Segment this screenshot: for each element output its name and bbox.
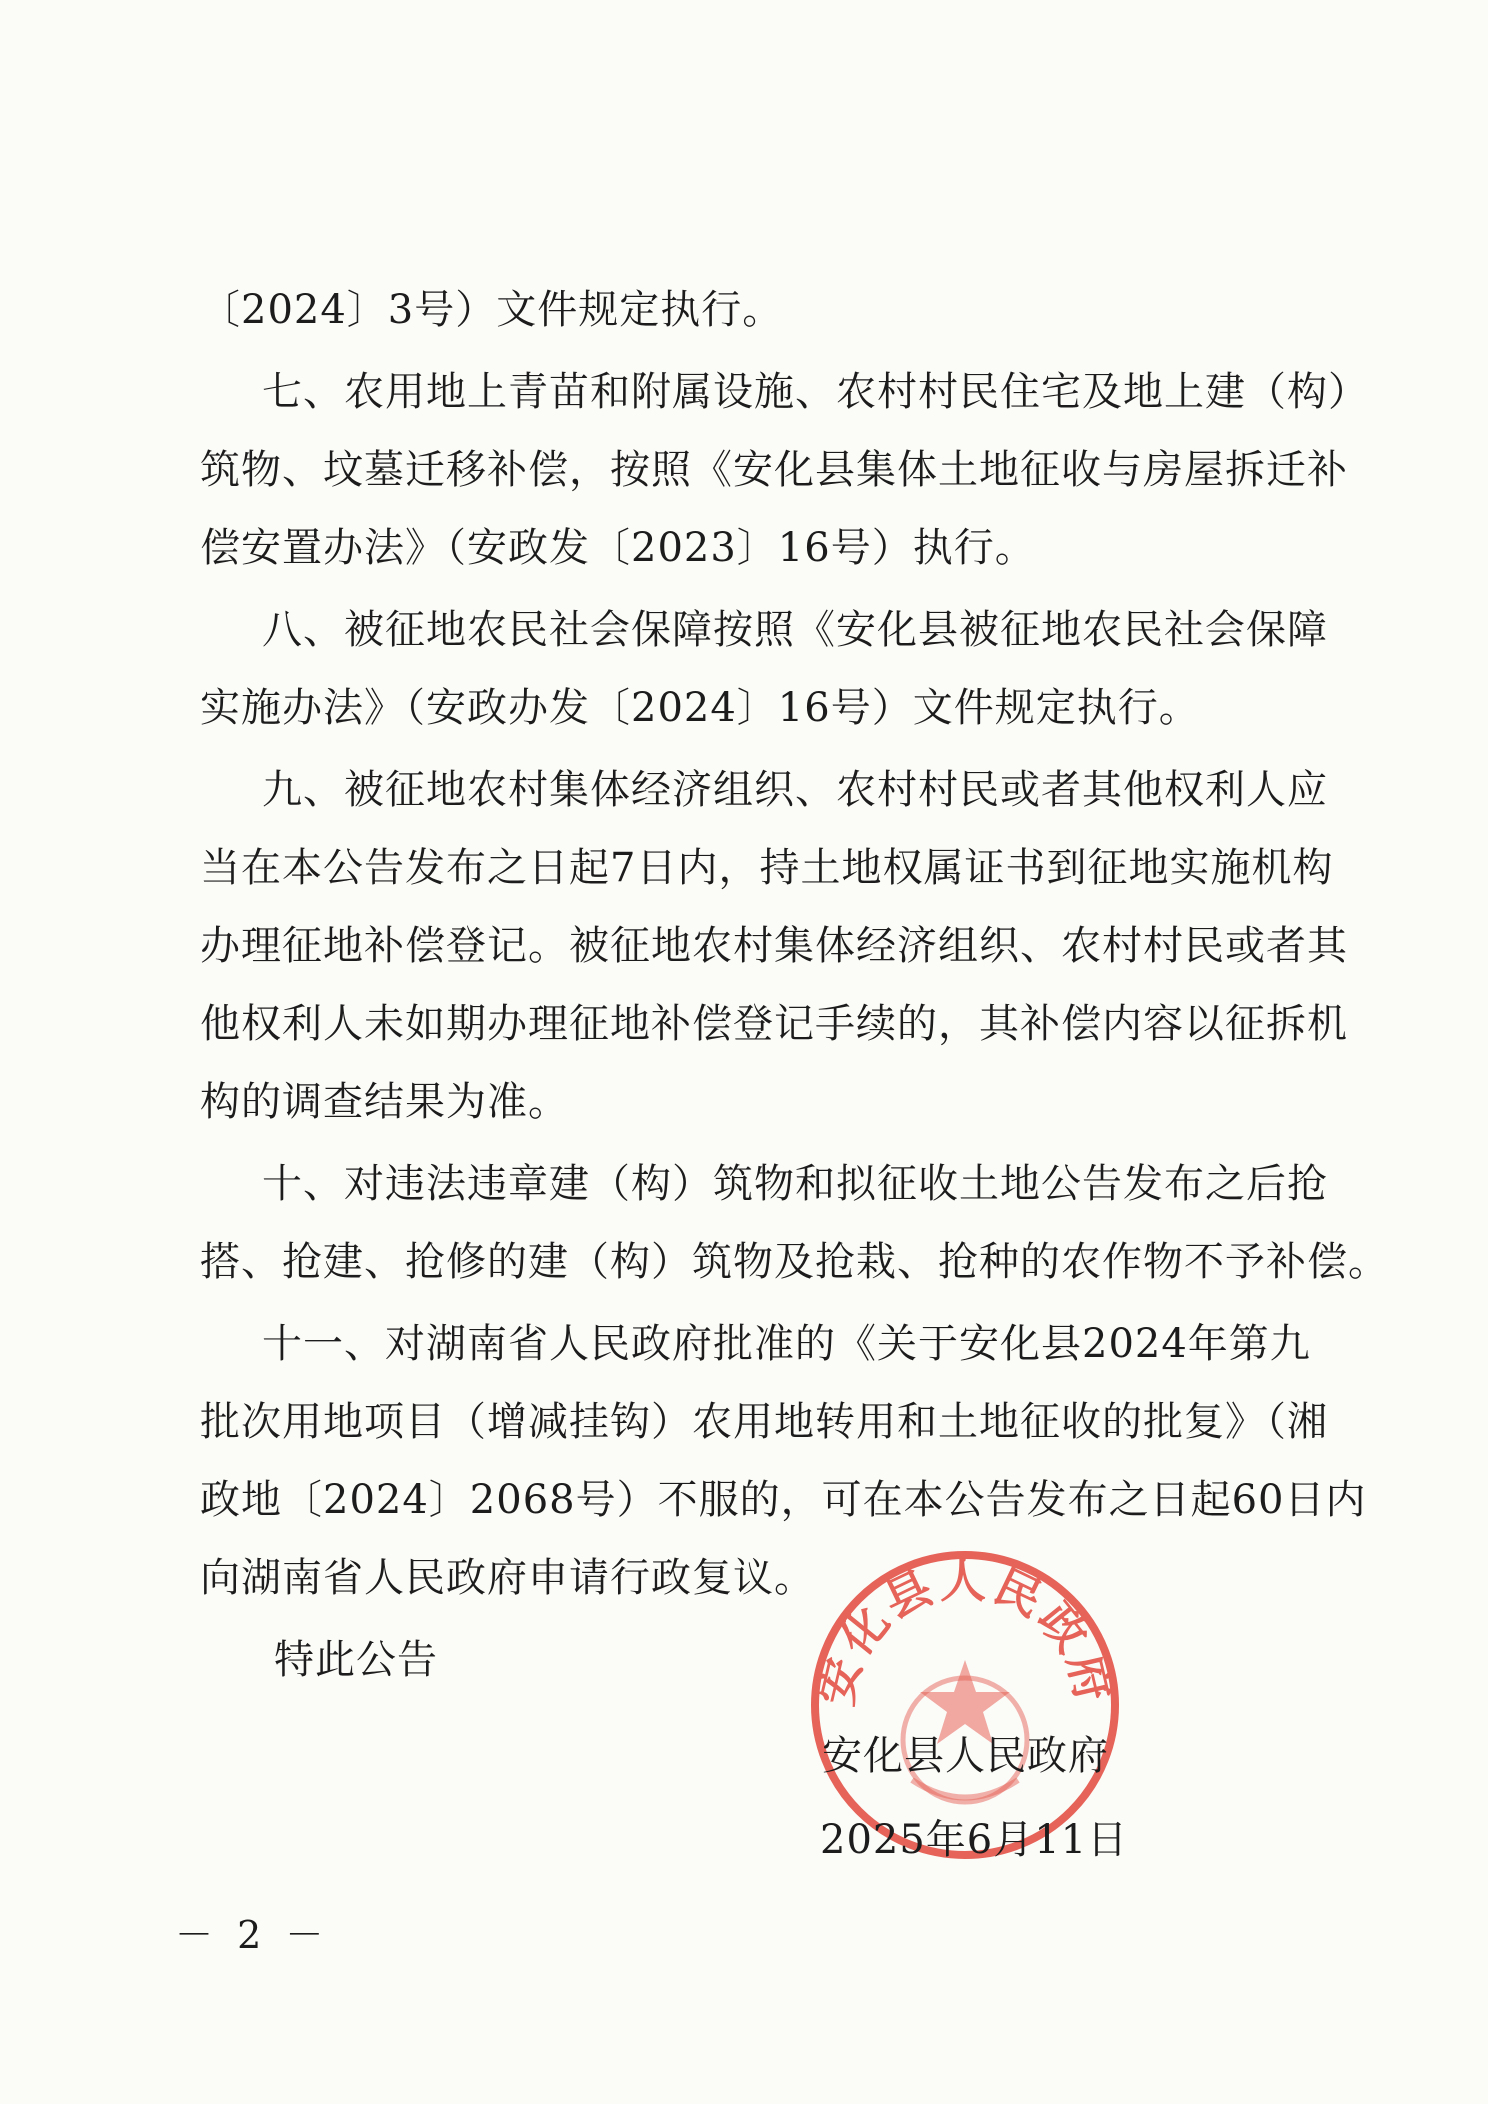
body-line-11: 构的调查结果为准。	[200, 1079, 569, 1125]
body-line-10: 他权利人未如期办理征地补偿登记手续的，其补偿内容以征拆机	[200, 1001, 1348, 1047]
closing-text: 特此公告	[274, 1637, 438, 1683]
body-line-14: 十一、对湖南省人民政府批准的《关于安化县2024年第九	[262, 1321, 1311, 1367]
body-line-17: 向湖南省人民政府申请行政复议。	[200, 1555, 815, 1601]
issue-date: 2025年6月11日	[820, 1817, 1129, 1863]
body-line-8: 当在本公告发布之日起7日内，持土地权属证书到征地实施机构	[200, 845, 1334, 891]
body-line-6: 实施办法》（安政办发〔2024〕16号）文件规定执行。	[200, 685, 1200, 731]
body-line-7: 九、被征地农村集体经济组织、农村村民或者其他权利人应	[262, 767, 1328, 813]
body-line-4: 偿安置办法》（安政发〔2023〕16号）执行。	[200, 525, 1036, 571]
body-line-3: 筑物、坟墓迁移补偿，按照《安化县集体土地征收与房屋拆迁补	[200, 447, 1348, 493]
body-line-1: 〔2024〕3号）文件规定执行。	[200, 287, 784, 333]
body-line-12: 十、对违法违章建（构）筑物和拟征收土地公告发布之后抢	[262, 1161, 1328, 1207]
body-line-9: 办理征地补偿登记。被征地农村集体经济组织、农村村民或者其	[200, 923, 1348, 969]
body-line-16: 政地〔2024〕2068号）不服的，可在本公告发布之日起60日内	[200, 1477, 1367, 1523]
seal-text: 安化县人民政府	[808, 1553, 1122, 1711]
page-number: － 2 －	[175, 1913, 330, 1957]
body-line-2: 七、农用地上青苗和附属设施、农村村民住宅及地上建（构）	[262, 369, 1369, 415]
body-line-15: 批次用地项目（增减挂钩）农用地转用和土地征收的批复》（湘	[200, 1399, 1328, 1445]
body-line-5: 八、被征地农民社会保障按照《安化县被征地农民社会保障	[262, 607, 1328, 653]
issuer-name: 安化县人民政府	[822, 1733, 1109, 1779]
body-line-13: 搭、抢建、抢修的建（构）筑物及抢栽、抢种的农作物不予补偿。	[200, 1239, 1389, 1285]
